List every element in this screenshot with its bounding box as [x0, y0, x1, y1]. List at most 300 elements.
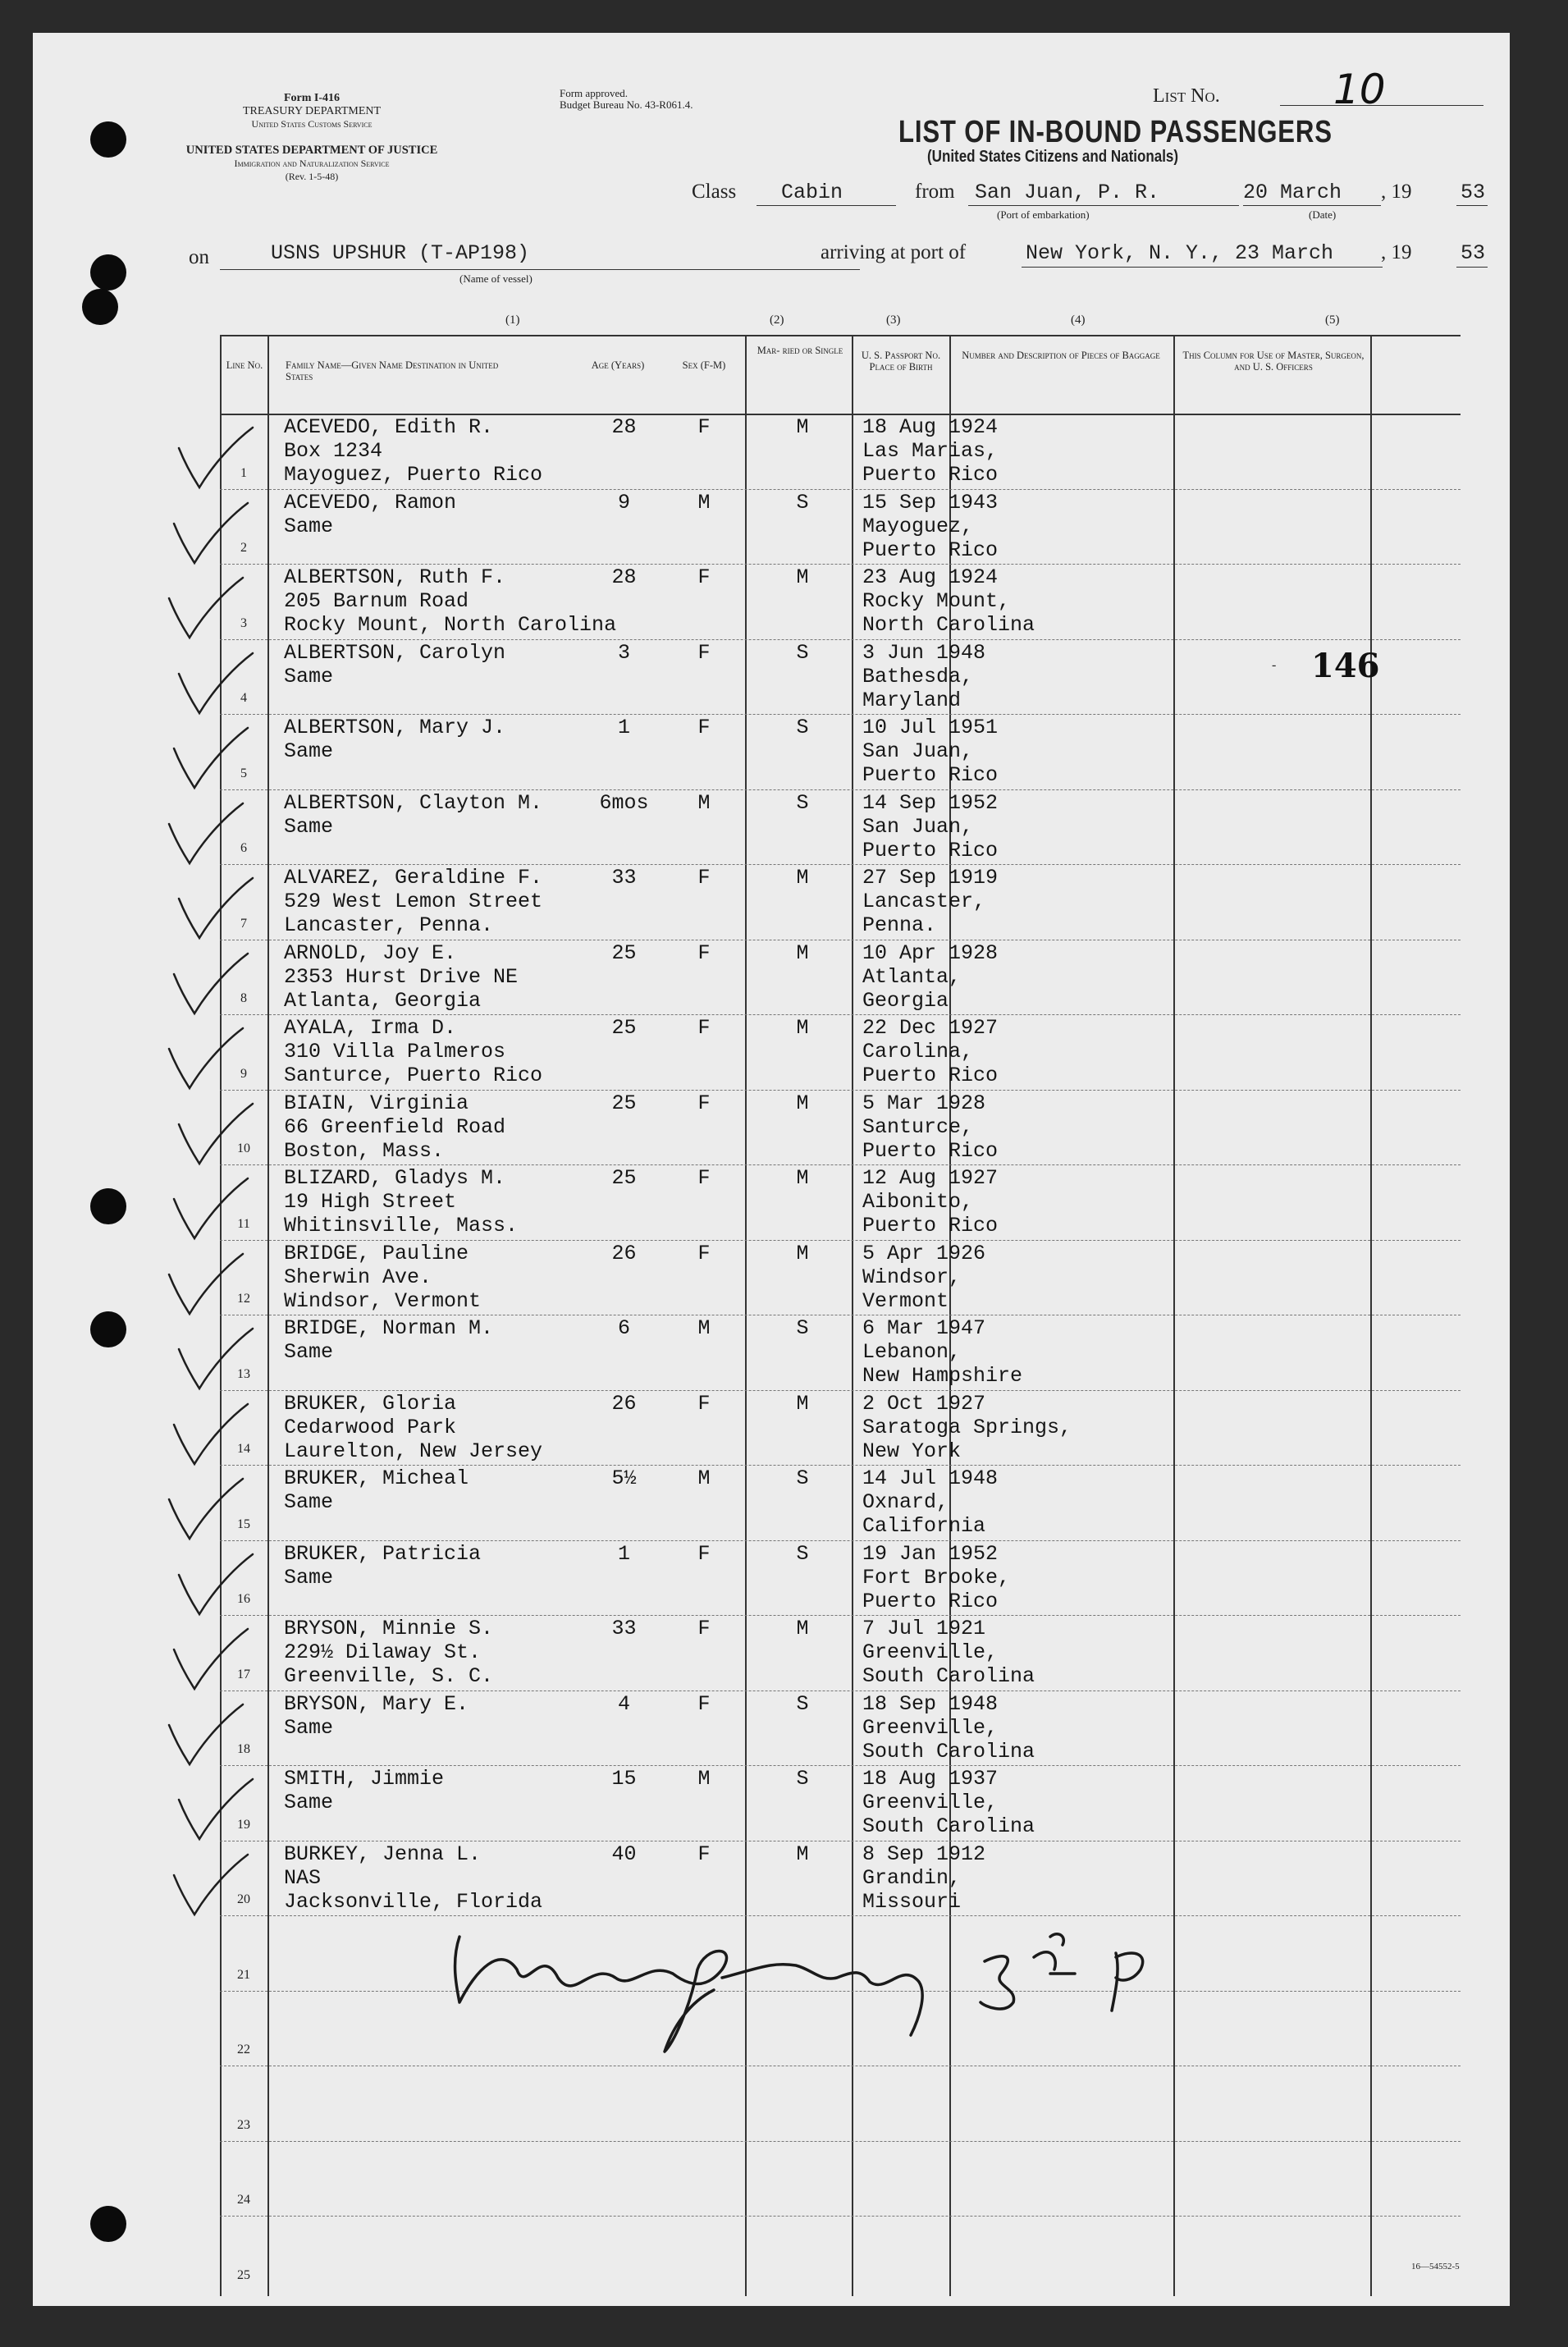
passenger-birth-date-place-line: 18 Aug 1937	[862, 1767, 999, 1791]
embarkation-year: 53	[1461, 181, 1486, 204]
passenger-birth-date-place	[862, 641, 985, 712]
passenger-name-destination-line: BRUKER, Gloria	[284, 1391, 457, 1416]
passenger-birth-date-place-line: San Juan,	[862, 814, 974, 839]
column-header-married: Mar- ried or Single	[757, 345, 843, 356]
passenger-name-destination	[284, 791, 542, 839]
passenger-birth-date-place-line: Puerto Rico	[862, 463, 999, 487]
passenger-birth-date-place-line: Fort Brooke,	[862, 1565, 1011, 1590]
passenger-name-destination	[284, 1242, 481, 1313]
row-divider	[220, 1240, 1461, 1241]
passenger-birth-date-place-line: Georgia	[862, 988, 949, 1013]
passenger-birth-date-place-line: Las Marias,	[862, 439, 999, 463]
row-divider	[220, 714, 1461, 715]
passenger-marital-status: S	[796, 1541, 809, 1566]
check-mark-icon	[171, 874, 261, 948]
passenger-birth-date-place-line: 14 Sep 1952	[862, 790, 999, 815]
arrival-year: 53	[1461, 241, 1486, 265]
date-caption: (Date)	[1309, 208, 1337, 221]
passenger-name-destination-line: 2353 Hurst Drive NE	[284, 964, 519, 989]
passenger-birth-date-place-line: Greenville,	[862, 1640, 999, 1664]
line-number: 17	[237, 1667, 250, 1681]
passenger-age: 6mos	[599, 790, 649, 815]
department-of-justice: UNITED STATES DEPARTMENT OF JUSTICE	[185, 144, 438, 157]
passenger-age: 33	[611, 1617, 637, 1640]
passenger-birth-date-place-line: Santurce,	[862, 1114, 974, 1139]
passenger-age: 3	[617, 640, 630, 665]
passenger-birth-date-place-line: Vermont	[862, 1288, 949, 1313]
treasury-department: TREASURY DEPARTMENT	[242, 105, 382, 117]
passenger-name-destination-line: Laurelton, New Jersey	[284, 1439, 543, 1463]
passenger-name-destination-line: BRUKER, Micheal	[284, 1466, 469, 1490]
passenger-name-destination-line: BRYSON, Mary E.	[284, 1691, 469, 1716]
passenger-birth-date-place	[862, 415, 998, 487]
passenger-marital-status: M	[796, 1166, 809, 1190]
passenger-name-destination-line: BRUKER, Patricia	[284, 1541, 482, 1566]
passenger-name-destination	[284, 1542, 481, 1590]
passenger-birth-date-place-line: Rocky Mount,	[862, 589, 1011, 613]
passenger-name-destination-line: NAS	[284, 1865, 322, 1890]
line-number: 21	[237, 1967, 250, 1982]
budget-bureau-number: Budget Bureau No. 43-R061.4.	[560, 98, 693, 111]
check-mark-icon	[161, 574, 251, 647]
vessel-caption: (Name of vessel)	[459, 272, 533, 285]
row-divider	[220, 1465, 1461, 1466]
passenger-birth-date-place-line: 5 Mar 1928	[862, 1091, 986, 1115]
passenger-birth-date-place-line: 7 Jul 1921	[862, 1617, 986, 1640]
passenger-name-destination-line: ALVAREZ, Geraldine F.	[284, 866, 543, 890]
passenger-sex: F	[697, 866, 711, 890]
line-number: 25	[237, 2267, 250, 2282]
check-mark-icon	[171, 1324, 261, 1398]
passenger-name-destination-line: ARNOLD, Joy E.	[284, 940, 457, 965]
passenger-age: 26	[611, 1391, 637, 1416]
line-number: 24	[237, 2193, 250, 2207]
passenger-age: 1	[617, 1541, 630, 1566]
passenger-sex: M	[697, 1316, 711, 1340]
passenger-birth-date-place-line: Puerto Rico	[862, 1589, 999, 1613]
passenger-age: 15	[611, 1767, 637, 1791]
list-number-label: List No.	[1153, 85, 1220, 107]
revision-date: (Rev. 1-5-48)	[285, 171, 339, 182]
passenger-age: 40	[611, 1841, 637, 1866]
passenger-birth-date-place-line: Mayoguez,	[862, 514, 974, 538]
check-mark-icon	[166, 499, 256, 573]
passenger-name-destination-line: BRIDGE, Pauline	[284, 1241, 469, 1265]
passenger-name-destination-line: Greenville, S. C.	[284, 1664, 494, 1688]
vessel-line	[220, 269, 860, 270]
passenger-marital-status: S	[796, 790, 809, 815]
passenger-birth-date-place-line: 23 Aug 1924	[862, 565, 999, 589]
passenger-age: 26	[611, 1241, 637, 1265]
port-embarkation-caption: (Port of embarkation)	[997, 208, 1090, 221]
passenger-name-destination	[284, 1767, 444, 1814]
passenger-birth-date-place-line: Grandin,	[862, 1865, 962, 1890]
passenger-name-destination	[284, 415, 542, 487]
check-mark-icon	[161, 1024, 251, 1098]
row-divider	[220, 1615, 1461, 1616]
column-header-passport: U. S. Passport No. Place of Birth	[861, 350, 941, 373]
check-mark-icon	[161, 1475, 251, 1549]
check-mark-icon	[161, 799, 251, 873]
class-line	[757, 205, 896, 206]
line-number: 9	[240, 1066, 247, 1081]
line-number: 3	[240, 615, 247, 630]
passenger-birth-date-place	[862, 1767, 1035, 1838]
passenger-name-destination-line: ALBERTSON, Mary J.	[284, 716, 506, 739]
passenger-sex: F	[697, 1391, 711, 1416]
passenger-name-destination-line: Lancaster, Penna.	[284, 913, 494, 937]
passenger-sex: F	[697, 1541, 711, 1566]
column-number-3: (3)	[886, 313, 901, 327]
line-number: 16	[237, 1592, 250, 1606]
check-mark-icon	[171, 649, 261, 723]
page-title: LIST OF IN-BOUND PASSENGERS	[898, 115, 1333, 149]
check-mark-icon	[166, 949, 256, 1023]
passenger-marital-status: S	[796, 1767, 809, 1791]
passenger-birth-date-place-line: 2 Oct 1927	[862, 1391, 986, 1416]
line-number: 20	[237, 1892, 250, 1906]
passenger-age: 4	[617, 1691, 630, 1716]
passenger-birth-date-place	[862, 1842, 985, 1914]
row-divider	[220, 1090, 1461, 1091]
passenger-age: 25	[611, 1166, 637, 1190]
punch-hole	[90, 2206, 126, 2242]
passenger-birth-date-place-line: New Hampshire	[862, 1364, 1023, 1388]
passenger-name-destination	[284, 716, 505, 763]
check-mark-icon	[166, 1851, 256, 1924]
form-number: Form I-416	[283, 92, 341, 104]
passenger-name-destination-line: Same	[284, 1340, 334, 1364]
check-mark-icon	[166, 724, 256, 798]
passenger-sex: F	[697, 1841, 711, 1866]
passenger-birth-date-place	[862, 1542, 1010, 1613]
passenger-age: 33	[611, 866, 637, 890]
row-divider	[220, 564, 1461, 565]
passenger-name-destination-line: ALBERTSON, Carolyn	[284, 640, 506, 665]
passenger-name-destination	[284, 1842, 542, 1914]
passenger-birth-date-place-line: Lebanon,	[862, 1340, 962, 1364]
arrival-year-prefix: , 19	[1381, 241, 1412, 263]
passenger-birth-date-place-line: New York	[862, 1439, 962, 1463]
passenger-name-destination-line: BURKEY, Jenna L.	[284, 1841, 482, 1866]
passenger-marital-status: M	[796, 1241, 809, 1265]
line-number: 15	[237, 1517, 250, 1531]
passenger-age: 6	[617, 1316, 630, 1340]
passenger-name-destination-line: Same	[284, 1715, 334, 1740]
count-dash: -	[1272, 658, 1277, 672]
passenger-sex: M	[697, 1466, 711, 1490]
passenger-name-destination	[284, 1617, 493, 1688]
passenger-name-destination-line: Same	[284, 1565, 334, 1590]
official-count: 146	[1311, 647, 1380, 685]
line-number: 23	[237, 2117, 250, 2132]
line-number: 8	[240, 991, 247, 1005]
row-divider	[220, 2141, 1461, 2142]
passenger-marital-status: S	[796, 1466, 809, 1490]
passenger-name-destination-line: Sherwin Ave.	[284, 1265, 432, 1289]
arrival-line	[1022, 267, 1383, 268]
handwritten-signature	[427, 1912, 1280, 2068]
passenger-birth-date-place-line: Carolina,	[862, 1040, 974, 1064]
column-header-name: Family Name—Given Name Destination in United States	[286, 359, 499, 382]
line-number: 19	[237, 1817, 250, 1832]
passenger-birth-date-place-line: Puerto Rico	[862, 538, 999, 562]
date-line	[1243, 205, 1381, 206]
check-mark-icon	[171, 1775, 261, 1849]
passenger-birth-date-place	[862, 1466, 998, 1538]
passenger-age: 25	[611, 1091, 637, 1115]
passenger-birth-date-place-line: Aibonito,	[862, 1190, 974, 1214]
line-number: 22	[237, 2043, 250, 2056]
passenger-marital-status: M	[796, 565, 809, 589]
passenger-name-destination-line: ALBERTSON, Ruth F.	[284, 565, 506, 589]
passenger-name-destination	[284, 1392, 542, 1463]
passenger-name-destination-line: Boston, Mass.	[284, 1138, 445, 1163]
passenger-name-destination	[284, 565, 616, 637]
passenger-sex: F	[697, 1617, 711, 1640]
row-divider	[220, 1390, 1461, 1391]
class-value: Cabin	[781, 181, 843, 204]
passenger-name-destination-line: Box 1234	[284, 439, 383, 463]
passenger-name-destination	[284, 866, 542, 937]
passenger-sex: M	[697, 490, 711, 515]
passenger-name-destination	[284, 1016, 542, 1087]
passenger-birth-date-place-line: 12 Aug 1927	[862, 1166, 999, 1190]
check-mark-icon	[171, 1100, 261, 1174]
passenger-name-destination-line: Same	[284, 664, 334, 689]
passenger-name-destination	[284, 641, 505, 689]
passenger-birth-date-place-line: South Carolina	[862, 1664, 1035, 1688]
check-mark-icon	[166, 1174, 256, 1248]
line-number: 4	[240, 691, 247, 705]
passenger-birth-date-place	[862, 1166, 998, 1238]
passenger-name-destination-line: Jacksonville, Florida	[284, 1889, 543, 1914]
check-mark-icon	[171, 423, 261, 497]
passenger-birth-date-place-line: Penna.	[862, 913, 937, 937]
passenger-name-destination-line: ACEVEDO, Edith R.	[284, 415, 494, 439]
column-header-baggage: Number and Description of Pieces of Baggage	[962, 350, 1160, 361]
passenger-birth-date-place-line: Windsor,	[862, 1265, 962, 1289]
passenger-birth-date-place-line: 8 Sep 1912	[862, 1841, 986, 1866]
passenger-name-destination	[284, 491, 456, 538]
passenger-marital-status: M	[796, 1841, 809, 1866]
passenger-sex: F	[697, 640, 711, 665]
row-divider	[220, 1014, 1461, 1015]
check-mark-icon	[171, 1550, 261, 1624]
passenger-marital-status: M	[796, 1617, 809, 1640]
line-number: 7	[240, 916, 247, 931]
column-header-line: Line No.	[226, 359, 263, 371]
check-mark-icon	[161, 1250, 251, 1324]
passenger-birth-date-place-line: South Carolina	[862, 1739, 1035, 1764]
arrival-port-date: New York, N. Y., 23 March	[1026, 241, 1334, 265]
passenger-age: 5½	[611, 1466, 637, 1490]
passenger-name-destination	[284, 1166, 518, 1238]
line-number: 11	[237, 1216, 250, 1231]
passenger-name-destination-line: 19 High Street	[284, 1190, 457, 1214]
row-divider	[220, 1765, 1461, 1766]
passenger-birth-date-place	[862, 1316, 1022, 1388]
passenger-name-destination-line: Same	[284, 1791, 334, 1814]
passenger-name-destination-line: BIAIN, Virginia	[284, 1091, 469, 1115]
port-of-embarkation: San Juan, P. R.	[975, 181, 1160, 204]
column-header-sex: Sex (F-M)	[682, 359, 726, 371]
passenger-birth-date-place	[862, 491, 998, 562]
embarkation-date: 20 March	[1243, 181, 1342, 204]
passenger-sex: F	[697, 716, 711, 739]
passenger-birth-date-place-line: Maryland	[862, 688, 962, 712]
passenger-name-destination-line: 529 West Lemon Street	[284, 890, 543, 913]
passenger-age: 25	[611, 940, 637, 965]
passenger-birth-date-place-line: 10 Apr 1928	[862, 940, 999, 965]
printer-code: 16—54552-5	[1411, 2262, 1460, 2272]
passenger-name-destination	[284, 1316, 493, 1364]
passenger-birth-date-place	[862, 866, 998, 937]
passenger-birth-date-place-line: Lancaster,	[862, 890, 986, 913]
check-mark-icon	[166, 1625, 256, 1699]
passenger-name-destination-line: BLIZARD, Gladys M.	[284, 1166, 506, 1190]
passenger-birth-date-place-line: Puerto Rico	[862, 763, 999, 787]
line-number: 18	[237, 1742, 250, 1756]
passenger-birth-date-place	[862, 1617, 1035, 1688]
passenger-name-destination-line: Cedarwood Park	[284, 1415, 457, 1439]
check-mark-icon	[166, 1400, 256, 1474]
passenger-name-destination-line: Rocky Mount, North Carolina	[284, 613, 617, 637]
punch-hole	[90, 1188, 126, 1224]
passenger-birth-date-place-line: South Carolina	[862, 1814, 1035, 1838]
passenger-name-destination-line: BRIDGE, Norman M.	[284, 1316, 494, 1340]
passenger-birth-date-place	[862, 716, 998, 787]
list-number-value: 10	[1333, 66, 1386, 113]
passenger-birth-date-place-line: Puerto Rico	[862, 1064, 999, 1087]
column-number-5: (5)	[1325, 313, 1340, 327]
line-number: 12	[237, 1292, 250, 1306]
passenger-marital-status: S	[796, 640, 809, 665]
passenger-marital-status: M	[796, 866, 809, 890]
passenger-name-destination	[284, 941, 518, 1013]
passenger-birth-date-place-line: 14 Jul 1948	[862, 1466, 999, 1490]
passenger-birth-date-place	[862, 1692, 1035, 1764]
passenger-name-destination-line: ALBERTSON, Clayton M.	[284, 790, 543, 815]
passenger-marital-status: S	[796, 716, 809, 739]
passenger-age: 25	[611, 1016, 637, 1040]
passenger-birth-date-place	[862, 565, 1035, 637]
passenger-birth-date-place-line: North Carolina	[862, 613, 1035, 637]
passenger-sex: F	[697, 940, 711, 965]
passenger-birth-date-place-line: 5 Apr 1926	[862, 1241, 986, 1265]
passenger-name-destination-line: Santurce, Puerto Rico	[284, 1064, 543, 1087]
passenger-name-destination-line: Mayoguez, Puerto Rico	[284, 463, 543, 487]
passenger-name-destination-line: Whitinsville, Mass.	[284, 1214, 519, 1238]
passenger-birth-date-place-line: Saratoga Springs,	[862, 1415, 1072, 1439]
vessel-name: USNS UPSHUR (T-AP198)	[271, 241, 530, 265]
passenger-sex: F	[697, 1091, 711, 1115]
passenger-birth-date-place-line: California	[862, 1514, 986, 1538]
from-line	[968, 205, 1239, 206]
line-number: 1	[240, 465, 247, 480]
passenger-name-destination-line: Windsor, Vermont	[284, 1288, 482, 1313]
passenger-birth-date-place-line: 3 Jun 1948	[862, 640, 986, 665]
passenger-name-destination-line: Atlanta, Georgia	[284, 988, 482, 1013]
passenger-birth-date-place-line: Bathesda,	[862, 664, 974, 689]
arrival-year-line	[1456, 267, 1488, 268]
page-subtitle: (United States Citizens and Nationals)	[927, 148, 1179, 166]
passenger-marital-status: M	[796, 940, 809, 965]
customs-service: United States Customs Service	[251, 118, 373, 130]
passenger-sex: F	[697, 1166, 711, 1190]
punch-hole	[90, 254, 126, 291]
passenger-marital-status: S	[796, 490, 809, 515]
passenger-marital-status: M	[796, 1016, 809, 1040]
class-label: Class	[692, 181, 737, 203]
column-header-age: Age (Years)	[591, 359, 645, 371]
passenger-birth-date-place-line: Atlanta,	[862, 964, 962, 989]
passenger-sex: F	[697, 1241, 711, 1265]
passenger-sex: F	[697, 1016, 711, 1040]
passenger-birth-date-place-line: 18 Aug 1924	[862, 415, 999, 439]
passenger-birth-date-place	[862, 1016, 998, 1087]
passenger-name-destination-line: 66 Greenfield Road	[284, 1114, 506, 1139]
passenger-name-destination	[284, 1692, 469, 1740]
passenger-birth-date-place-line: San Juan,	[862, 739, 974, 763]
row-divider	[220, 2216, 1461, 2217]
passenger-birth-date-place-line: 10 Jul 1951	[862, 716, 999, 739]
row-divider	[220, 1540, 1461, 1541]
column-number-1: (1)	[505, 313, 520, 327]
passenger-name-destination-line: ACEVEDO, Ramon	[284, 490, 457, 515]
line-number: 10	[237, 1141, 250, 1155]
passenger-marital-status: M	[796, 415, 809, 439]
passenger-name-destination-line: 310 Villa Palmeros	[284, 1040, 506, 1064]
passenger-name-destination-line: SMITH, Jimmie	[284, 1767, 445, 1791]
passenger-marital-status: S	[796, 1691, 809, 1716]
row-divider	[220, 864, 1461, 865]
passenger-birth-date-place	[862, 1392, 1072, 1463]
passenger-name-destination-line: Same	[284, 739, 334, 763]
passenger-name-destination-line: 205 Barnum Road	[284, 589, 469, 613]
line-number: 6	[240, 841, 247, 855]
passenger-birth-date-place	[862, 941, 998, 1013]
line-number: 13	[237, 1366, 250, 1381]
passenger-age: 1	[617, 716, 630, 739]
passenger-birth-date-place-line: Puerto Rico	[862, 1214, 999, 1238]
column-number-4: (4)	[1071, 313, 1086, 327]
column-number-2: (2)	[770, 313, 784, 327]
passenger-birth-date-place-line: Greenville,	[862, 1715, 999, 1740]
passenger-birth-date-place-line: 15 Sep 1943	[862, 490, 999, 515]
passenger-sex: F	[697, 415, 711, 439]
passenger-birth-date-place-line: 19 Jan 1952	[862, 1541, 999, 1566]
passenger-sex: F	[697, 565, 711, 589]
passenger-birth-date-place-line: 18 Sep 1948	[862, 1691, 999, 1716]
passenger-marital-status: S	[796, 1316, 809, 1340]
line-number: 14	[237, 1442, 250, 1456]
year-line	[1456, 205, 1488, 206]
passenger-name-destination-line: BRYSON, Minnie S.	[284, 1617, 494, 1640]
form-approved: Form approved.	[560, 87, 629, 99]
ins-service: Immigration and Naturalization Service	[234, 158, 390, 169]
passenger-sex: M	[697, 790, 711, 815]
year-prefix: , 19	[1381, 181, 1412, 203]
passenger-age: 9	[617, 490, 630, 515]
arriving-label: arriving at port of	[821, 241, 967, 263]
passenger-birth-date-place-line: 22 Dec 1927	[862, 1016, 999, 1040]
passenger-birth-date-place-line: Puerto Rico	[862, 838, 999, 862]
passenger-sex: M	[697, 1767, 711, 1791]
passenger-name-destination-line: Same	[284, 814, 334, 839]
check-mark-icon	[161, 1700, 251, 1774]
punch-hole	[82, 289, 118, 325]
